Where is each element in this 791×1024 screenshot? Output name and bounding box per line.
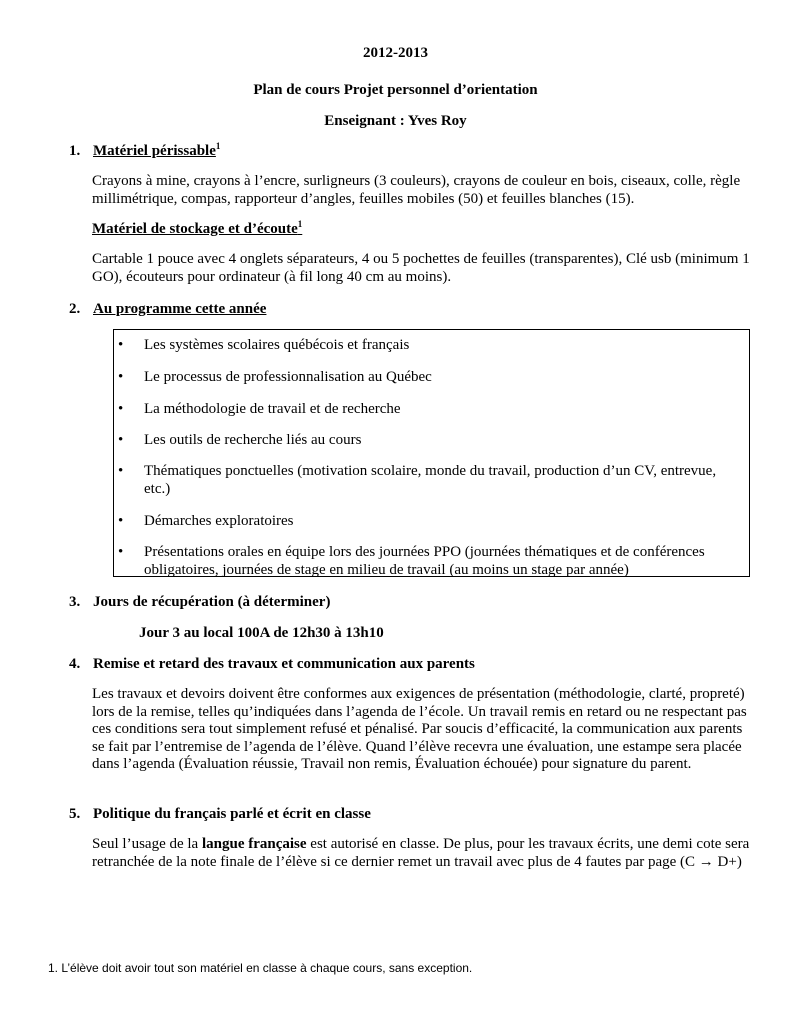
program-box — [113, 329, 750, 577]
program-item — [114, 368, 729, 386]
teacher-line: Enseignant : Yves Roy — [324, 113, 467, 129]
section-5-heading — [69, 806, 371, 823]
section-1-text: Crayons à mine, crayons à l’encre, surligneurs (3 couleurs), crayons de couleur en bois, ciseaux, colle, règle millimétrique, compas, rapporteur d’angles, feuilles mobiles (50) et feuilles blanches (15). — [92, 173, 741, 207]
section-4-heading — [69, 656, 475, 673]
section-5-number: 5. — [69, 806, 81, 822]
program-item-text: La méthodologie de travail et de recherche — [144, 401, 401, 417]
section-4-title: Remise et retard des travaux et communication aux parents — [93, 656, 475, 672]
bullet-icon: • — [118, 544, 124, 560]
program-item-text: Thématiques ponctuelles (motivation scolaire, monde du travail, production d’un CV, entrevue, etc.) — [144, 463, 717, 497]
program-item — [114, 400, 729, 418]
section-1-sub-title: Matériel de stockage et d’écoute — [92, 221, 298, 237]
program-item — [114, 336, 729, 354]
section-4-text: Les travaux et devoirs doivent être conformes aux exigences de présentation (méthodologie, clarté, propreté) lors de la remise, telles qu’indiquées dans l’agenda de l’école. Un travail remis en retard ou ne respectant pas ces conditions sera tout simplement refusé et pénalisé. Par soucis d’efficacité, la communication aux parents se fait par l’entremise de l’agenda de l’élève. Quand l’élève recevra une évaluation, une estampe sera placée dans l’agenda (Évaluation réussie, Travail non remis, Évaluation échouée) pour signature du parent. — [92, 686, 747, 772]
bullet-icon: • — [118, 432, 124, 448]
section-5-emphasis: langue française — [201, 836, 307, 852]
section-3-heading — [69, 594, 330, 611]
section-2-number: 2. — [69, 301, 81, 317]
section-1-sub-footnote-ref: 1 — [297, 219, 303, 229]
section-2-title: Au programme cette année — [93, 301, 267, 317]
section-5-title: Politique du français parlé et écrit en classe — [93, 806, 371, 822]
section-1-sub-text: Cartable 1 pouce avec 4 onglets séparateurs, 4 ou 5 pochettes de feuilles (transparentes), Clé usb (minimum 1 GO), écouteurs pour ordinateur (à fil long 40 cm au moins). — [92, 251, 750, 285]
program-item-text: Les systèmes scolaires québécois et français — [144, 337, 410, 353]
section-5-text-start: Seul l’usage de la — [92, 836, 202, 852]
section-1-title: Matériel périssable — [93, 143, 216, 159]
section-1-number: 1. — [69, 143, 81, 159]
program-item-text: Présentations orales en équipe lors des journées PPO (journées thématiques et de conférences obligatoires, journées de stage en milieu de travail (au moins un stage par année) — [144, 544, 705, 578]
bullet-icon: • — [118, 463, 124, 479]
program-item-text: Le processus de professionnalisation au Québec — [144, 369, 432, 385]
section-5-text-end: est autorisé en classe. De plus, pour les travaux écrits, une demi cote sera retranchée de la note finale de l’élève si ce dernier remet un travail avec plus de 4 fautes par page (C → D+) — [92, 836, 750, 870]
section-3-title: Jours de récupération (à déterminer) — [93, 594, 331, 610]
footnote: 1. L’élève doit avoir tout son matériel en classe à chaque cours, sans exception. — [48, 961, 473, 975]
section-1-footnote-ref: 1 — [215, 141, 221, 151]
recovery-day-detail: Jour 3 au local 100A de 12h30 à 13h10 — [139, 625, 384, 641]
section-2-heading — [69, 301, 266, 318]
bullet-icon: • — [118, 369, 124, 385]
program-item — [114, 431, 729, 449]
section-1-heading — [69, 143, 220, 160]
bullet-icon: • — [118, 401, 124, 417]
program-item — [114, 512, 729, 530]
section-1-sub-heading — [92, 221, 302, 238]
bullet-icon: • — [118, 513, 124, 529]
program-item-text: Démarches exploratoires — [144, 513, 294, 529]
program-item-text: Les outils de recherche liés au cours — [144, 432, 362, 448]
section-3-number: 3. — [69, 594, 81, 610]
course-title: Plan de cours Projet personnel d’orientation — [253, 82, 538, 98]
year-heading: 2012-2013 — [363, 45, 428, 61]
section-4-number: 4. — [69, 656, 81, 672]
program-item — [114, 543, 729, 579]
bullet-icon: • — [118, 337, 124, 353]
section-5-text — [92, 836, 752, 871]
program-item — [114, 462, 729, 498]
